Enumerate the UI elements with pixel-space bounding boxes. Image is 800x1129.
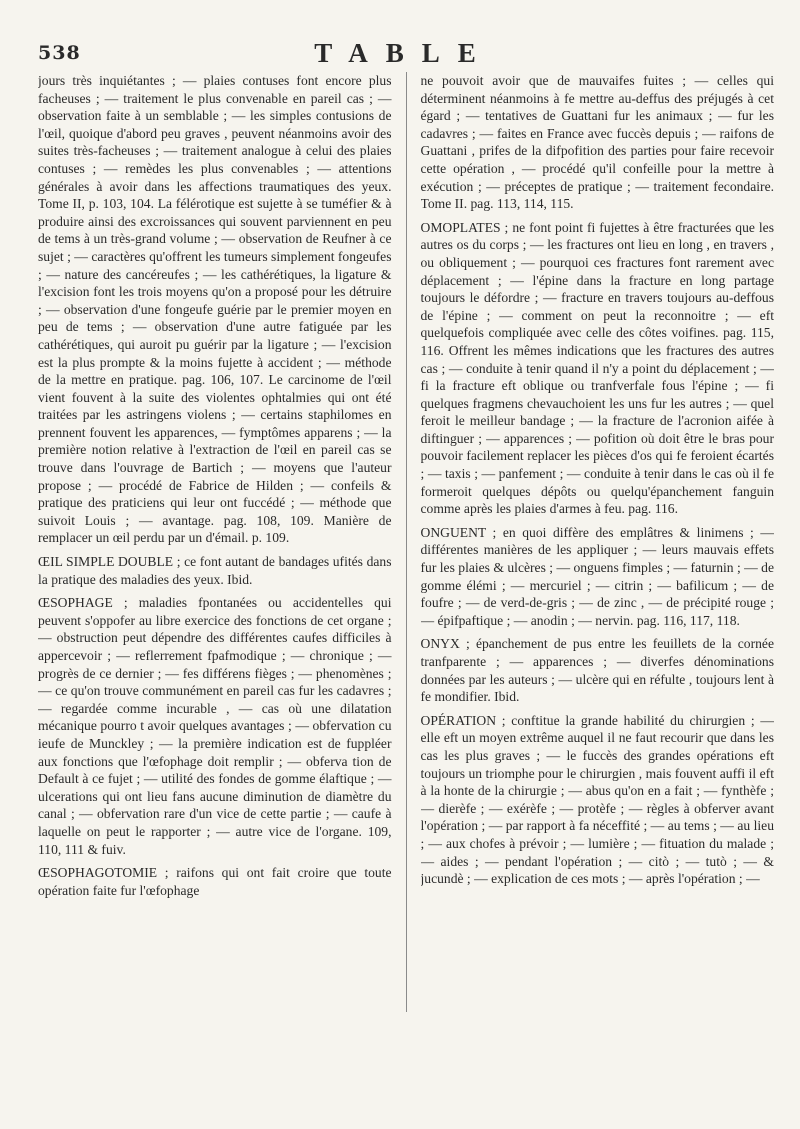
text-columns	[38, 72, 774, 1120]
index-entry-oesophage: ŒSOPHAGE ; maladies fpontanées ou accidentelles qui peuvent s'oppofer au libre exercice des fonctions de cet organe ; — obstruction peut dépendre des différentes caufes difficiles à appercevoir ; — reflerrement fpafmodique ; — chronique ; — progrès de ce dernier ; — fes différens fièges ; — phenomènes ; — ce qu'on trouve communément en pareil cas fur les cadavres ; — regardée comme incurable , — cas où une dilatation mécanique pourro t avoir quelques avantages ; — obfervation cu ieufe de Munckley ; — la première indication est de fuppléer aux fonctions que l'œfophage doit remplir ; — obferva tion de Default à ce fujet ; — utilité des fondes de gomme élaftique ; — ulcerations qui ont lieu fans aucune diminution de diamètre du canal ; — obfervation rare d'un vice de cette partie ; — caufe à laquelle on peut le rapporter ; — autre vice de l'organe. 109, 110, 111 & fuiv.	[38, 595, 392, 857]
running-title: TABLE	[314, 38, 494, 68]
index-entry-onguent: ONGUENT ; en quoi diffère des emplâtres & linimens ; — différentes manières de les appliquer ; — leurs mauvais effets fur les plaies & ulcères ; — onguens fimples ; — faturnin ; — de gomme élémi ; — mercuriel ; — citrin ; — bafilicum ; — de foufre ; — de verd-de-gris ; — de zinc , — de précipité rouge ; — épifpaftique ; — anodin ; — nervin. pag. 116, 117, 118.	[420, 524, 774, 628]
index-entry-oeil-simple-double: ŒIL SIMPLE DOUBLE ; ce font autant de bandages ufités dans la pratique des maladies des yeux. Ibid.	[38, 554, 392, 587]
left-column	[38, 72, 392, 1120]
index-entry-oesophagotomie: ŒSOPHAGOTOMIE ; raifons qui ont fait croire que toute opération faite fur l'œfophage	[38, 865, 392, 898]
right-column	[421, 72, 775, 1120]
index-entry-onyx: ONYX ; épanchement de pus entre les feuillets de la cornée tranfparente ; — apparences ; — diverfes dénominations données par les auteurs ; — ulcère qui en réfulte , toujours lent à fe mondifier. Ibid.	[420, 636, 774, 705]
page-number: 538	[38, 42, 81, 64]
page-header	[38, 38, 770, 68]
index-entry-operation: OPÉRATION ; conftitue la grande habilité du chirurgien ; — elle eft un moyen extrême auquel il ne faut recourir que dans les cas les plus graves ; — le fuccès des grandes opérations eft toujours un triomphe pour le chirurgien , mais fouvent auffi il eft à la honte de la chirurgie ; — abus qu'on en a fait ; — fynthèfe ; — dierèfe ; — exérèfe ; — protèfe ; — règles à obferver avant l'opération ; — par rapport à fa néceffité ; — au tems ; — au lieu ; — aux chofes à prévoir ; — lumière ; — fituation du malade ; — aides ; — pendant l'opération ; — citò ; — tutò ; — & jucundè ; — explication de ces mots ; — après l'opération ; —	[420, 712, 774, 887]
column-divider	[406, 72, 407, 1012]
index-entry-omoplates: OMOPLATES ; ne font point fi fujettes à être fracturées que les autres os du corps ; — les fractures ont lieu en long , en travers , ou obliquement ; — pourquoi ces fractures font rarement avec déplacement ; — l'épine dans la fracture en long partage toujours le défordre ; — fracture en travers toujours au-deffous de l'épine ; — comment on peut la reconnoitre ; — eft quelquefois compliquée avec celle des côtes voifines. pag. 115, 116. Offrent les mêmes indications que les fractures des autres cas ; — conduite à tenir quand il n'y a point du déplacement ; — fi la fracture eft oblique ou tranfverfale fous l'épine ; — fi quelques fragmens chevauchoient les uns fur les autres ; — quel feroit le meilleur bandage ; — la fracture de l'acronion aifée à diftinguer ; — apparences ; — pofition où doit être le bras pour pouvoir facilement replacer les pièces d'os qui fe feroient écartés ; — taxis ; — panfement ; — conduite à tenir dans le cas où il fe formeroit quelques dépôts ou quelqu'épanchement fanguin comme après les plaies d'armes à feu. pag. 116.	[420, 219, 774, 517]
index-entry-oesophagotomie-cont: ne pouvoit avoir que de mauvaifes fuites ; — celles qui déterminent néanmoins à fe mettre au-deffus des préjugés à cet égard ; — tentatives de Guattani fur les animaux ; — fur les cadavres ; — faites en France avec fuccès depuis ; — raifons de Guattani , prifes de la difpofition des parties pour faire recevoir cette opération , — procédé qu'il confeille pour la mettre à exécution ; — préceptes de pratique ; — traitement fecondaire. Tome II. pag. 113, 114, 115.	[420, 73, 774, 212]
index-entry-oeil-plaies: jours très inquiétantes ; — plaies contuses font encore plus facheuses ; — traitement le plus convenable en pareil cas ; — observation faite à un semblable ; — les simples contusions de l'œil, quoique d'abord peu graves , peuvent néanmoins avoir des suites très-facheuses ; — traitement analogue à celui des plaies contuses ; — remèdes les plus convenables ; — attentions générales à avoir dans les affections traumatiques des yeux. Tome II, p. 103, 104. La félérotique est sujette à se tuméfier & à produire ainsi des excroissances qui souvent parviennent en peu de tems à un très-grand volume ; — observation de Reufner à ce sujet ; — caractères qu'offrent les tumeurs simplement fongeufes ; — nature des cancéreufes ; — les cathérétiques, la ligature & l'excision font les trois moyens qu'on a proposé pour les détruire ; — observation d'une fongeufe guérie par le premier moyen en peu de tems ; — observation d'une autre fatiguée par les cathérétiques, qui auroit pu guérir par la ligature ; — l'excision est la plus prompte & la moins fujette à accident ; — méthode de la mettre en pratique. pag. 106, 107. Le carcinome de l'œil vient fouvent à la suite des violentes ophtalmies qui ont été traitées par les astringens violens ; — certains staphilomes en prennent fouvent les apparences, — fymptômes apparens ; — la première notion relative à l'extraction de l'œil en pareil cas se trouve dans l'ouvrage de Bartich ; — moyens que l'auteur propose ; — procédé de Fabrice de Hilden ; — confeils & pratique des praticiens qui leur ont fuccédé ; — méthode que suivoit Louis ; — avantage. pag. 108, 109. Manière de remplacer un œil perdu par un d'émail. p. 109.	[38, 73, 392, 546]
